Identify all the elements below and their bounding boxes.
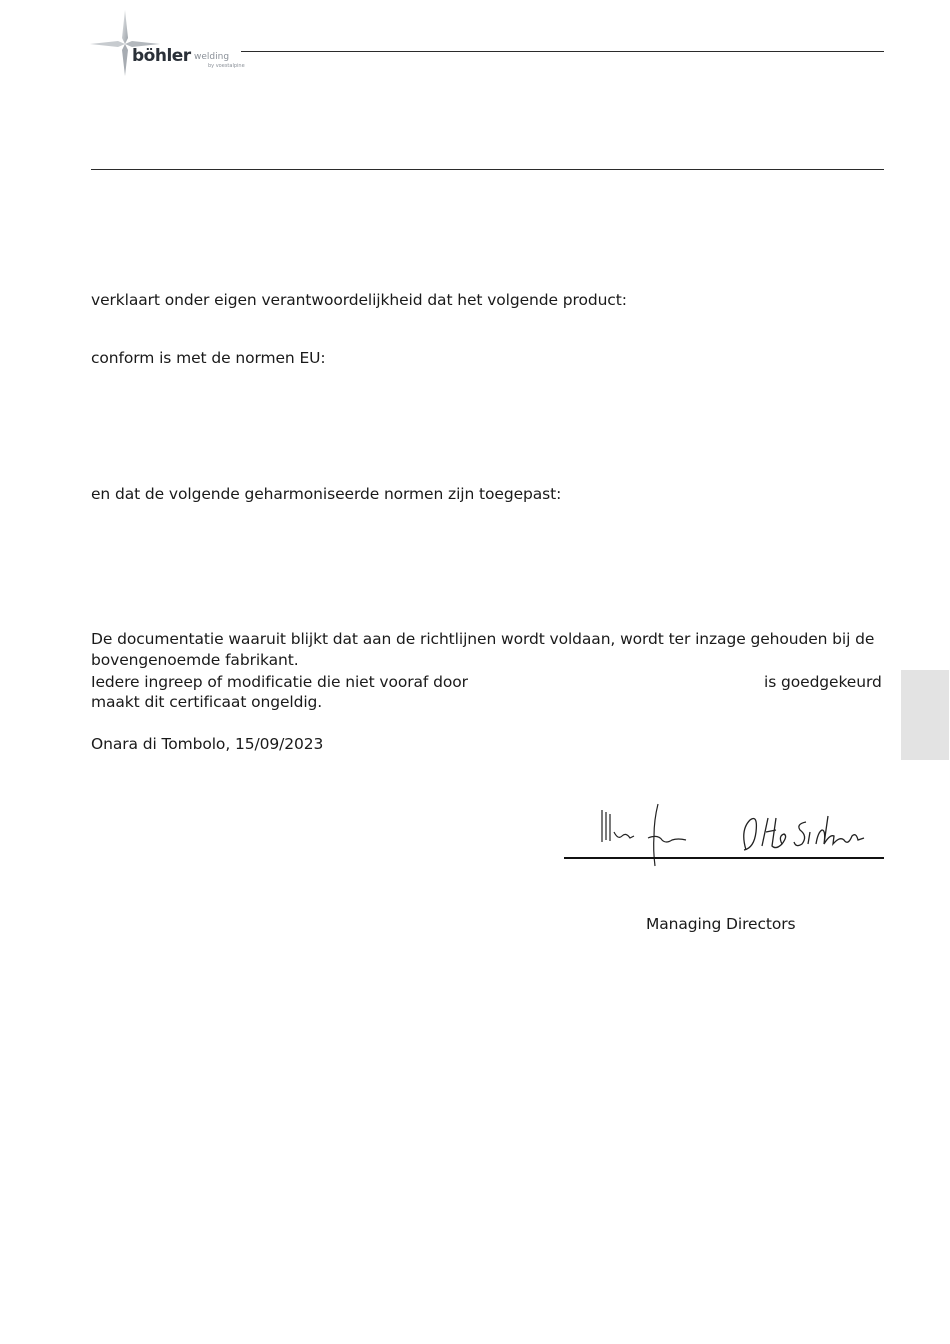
documentation-line-1: De documentatie waaruit blijkt dat aan de richtlijnen wordt voldaan, wordt ter inzage gehouden bij de (91, 630, 875, 648)
logo-tagline: by voestalpine (208, 63, 245, 69)
place-date: Onara di Tombolo, 15/09/2023 (91, 735, 324, 753)
declaration-text: verklaart onder eigen verantwoordelijkheid dat het volgende product: (91, 291, 627, 309)
section-divider (91, 169, 884, 170)
modification-line-right: is goedgekeurd (764, 673, 882, 691)
header-rule (241, 51, 884, 52)
company-logo (88, 8, 248, 78)
conformity-text: conform is met de normen EU: (91, 349, 326, 367)
logo-brand: böhler (132, 46, 191, 66)
signatory-role: Managing Directors (646, 915, 796, 933)
signature-line (564, 857, 884, 859)
side-tab (901, 670, 949, 760)
modification-line-2: maakt dit certificaat ongeldig. (91, 693, 323, 711)
star-icon (88, 8, 168, 78)
documentation-line-2: bovengenoemde fabrikant. (91, 651, 299, 669)
signature-2 (736, 810, 876, 860)
modification-line-left: Iedere ingreep of modificatie die niet vooraf door (91, 673, 468, 691)
logo-sub: welding (194, 52, 230, 62)
signature-1 (592, 800, 702, 870)
harmonized-standards-text: en dat de volgende geharmoniseerde normen zijn toegepast: (91, 485, 562, 503)
